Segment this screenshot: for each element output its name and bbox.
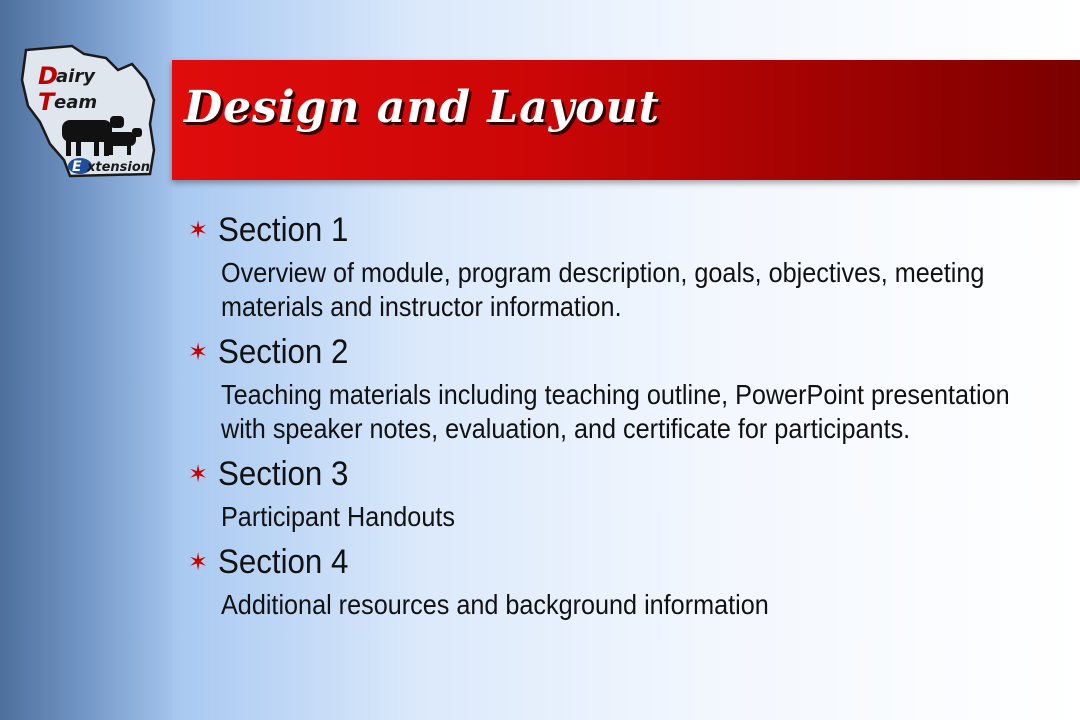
section-item-2 (188, 330, 1068, 446)
section-description: Teaching materials including teaching outline, PowerPoint presentation with speaker notes, evaluation, and certificate for participants. (221, 379, 1010, 444)
sections-list (188, 208, 1068, 628)
svg-text:xtension: xtension (87, 160, 151, 175)
section-item-1 (188, 208, 1068, 324)
section-heading: Section 3 (218, 454, 349, 493)
section-heading: Section 4 (218, 542, 349, 581)
svg-text:T: T (38, 88, 55, 116)
star-bullet-icon: ✶ (188, 338, 209, 366)
section-description: Additional resources and background information (221, 589, 769, 620)
wisconsin-map-icon (14, 40, 164, 182)
svg-text:airy: airy (56, 66, 95, 87)
section-heading: Section 2 (218, 332, 349, 371)
section-item-4 (188, 540, 1068, 622)
section-description: Overview of module, program description, goals, objectives, meeting materials and instructor information. (221, 257, 985, 322)
section-item-3 (188, 452, 1068, 534)
section-heading: Section 1 (218, 210, 349, 249)
svg-text:D: D (38, 62, 58, 90)
slide-title: Design and Layout (184, 82, 660, 133)
svg-text:E: E (72, 159, 82, 175)
star-bullet-icon: ✶ (188, 460, 209, 488)
dairy-team-logo (14, 40, 164, 182)
star-bullet-icon: ✶ (188, 548, 209, 576)
title-bar (172, 60, 1080, 180)
star-bullet-icon: ✶ (188, 216, 209, 244)
section-description: Participant Handouts (221, 501, 455, 532)
svg-text:eam: eam (54, 92, 98, 113)
